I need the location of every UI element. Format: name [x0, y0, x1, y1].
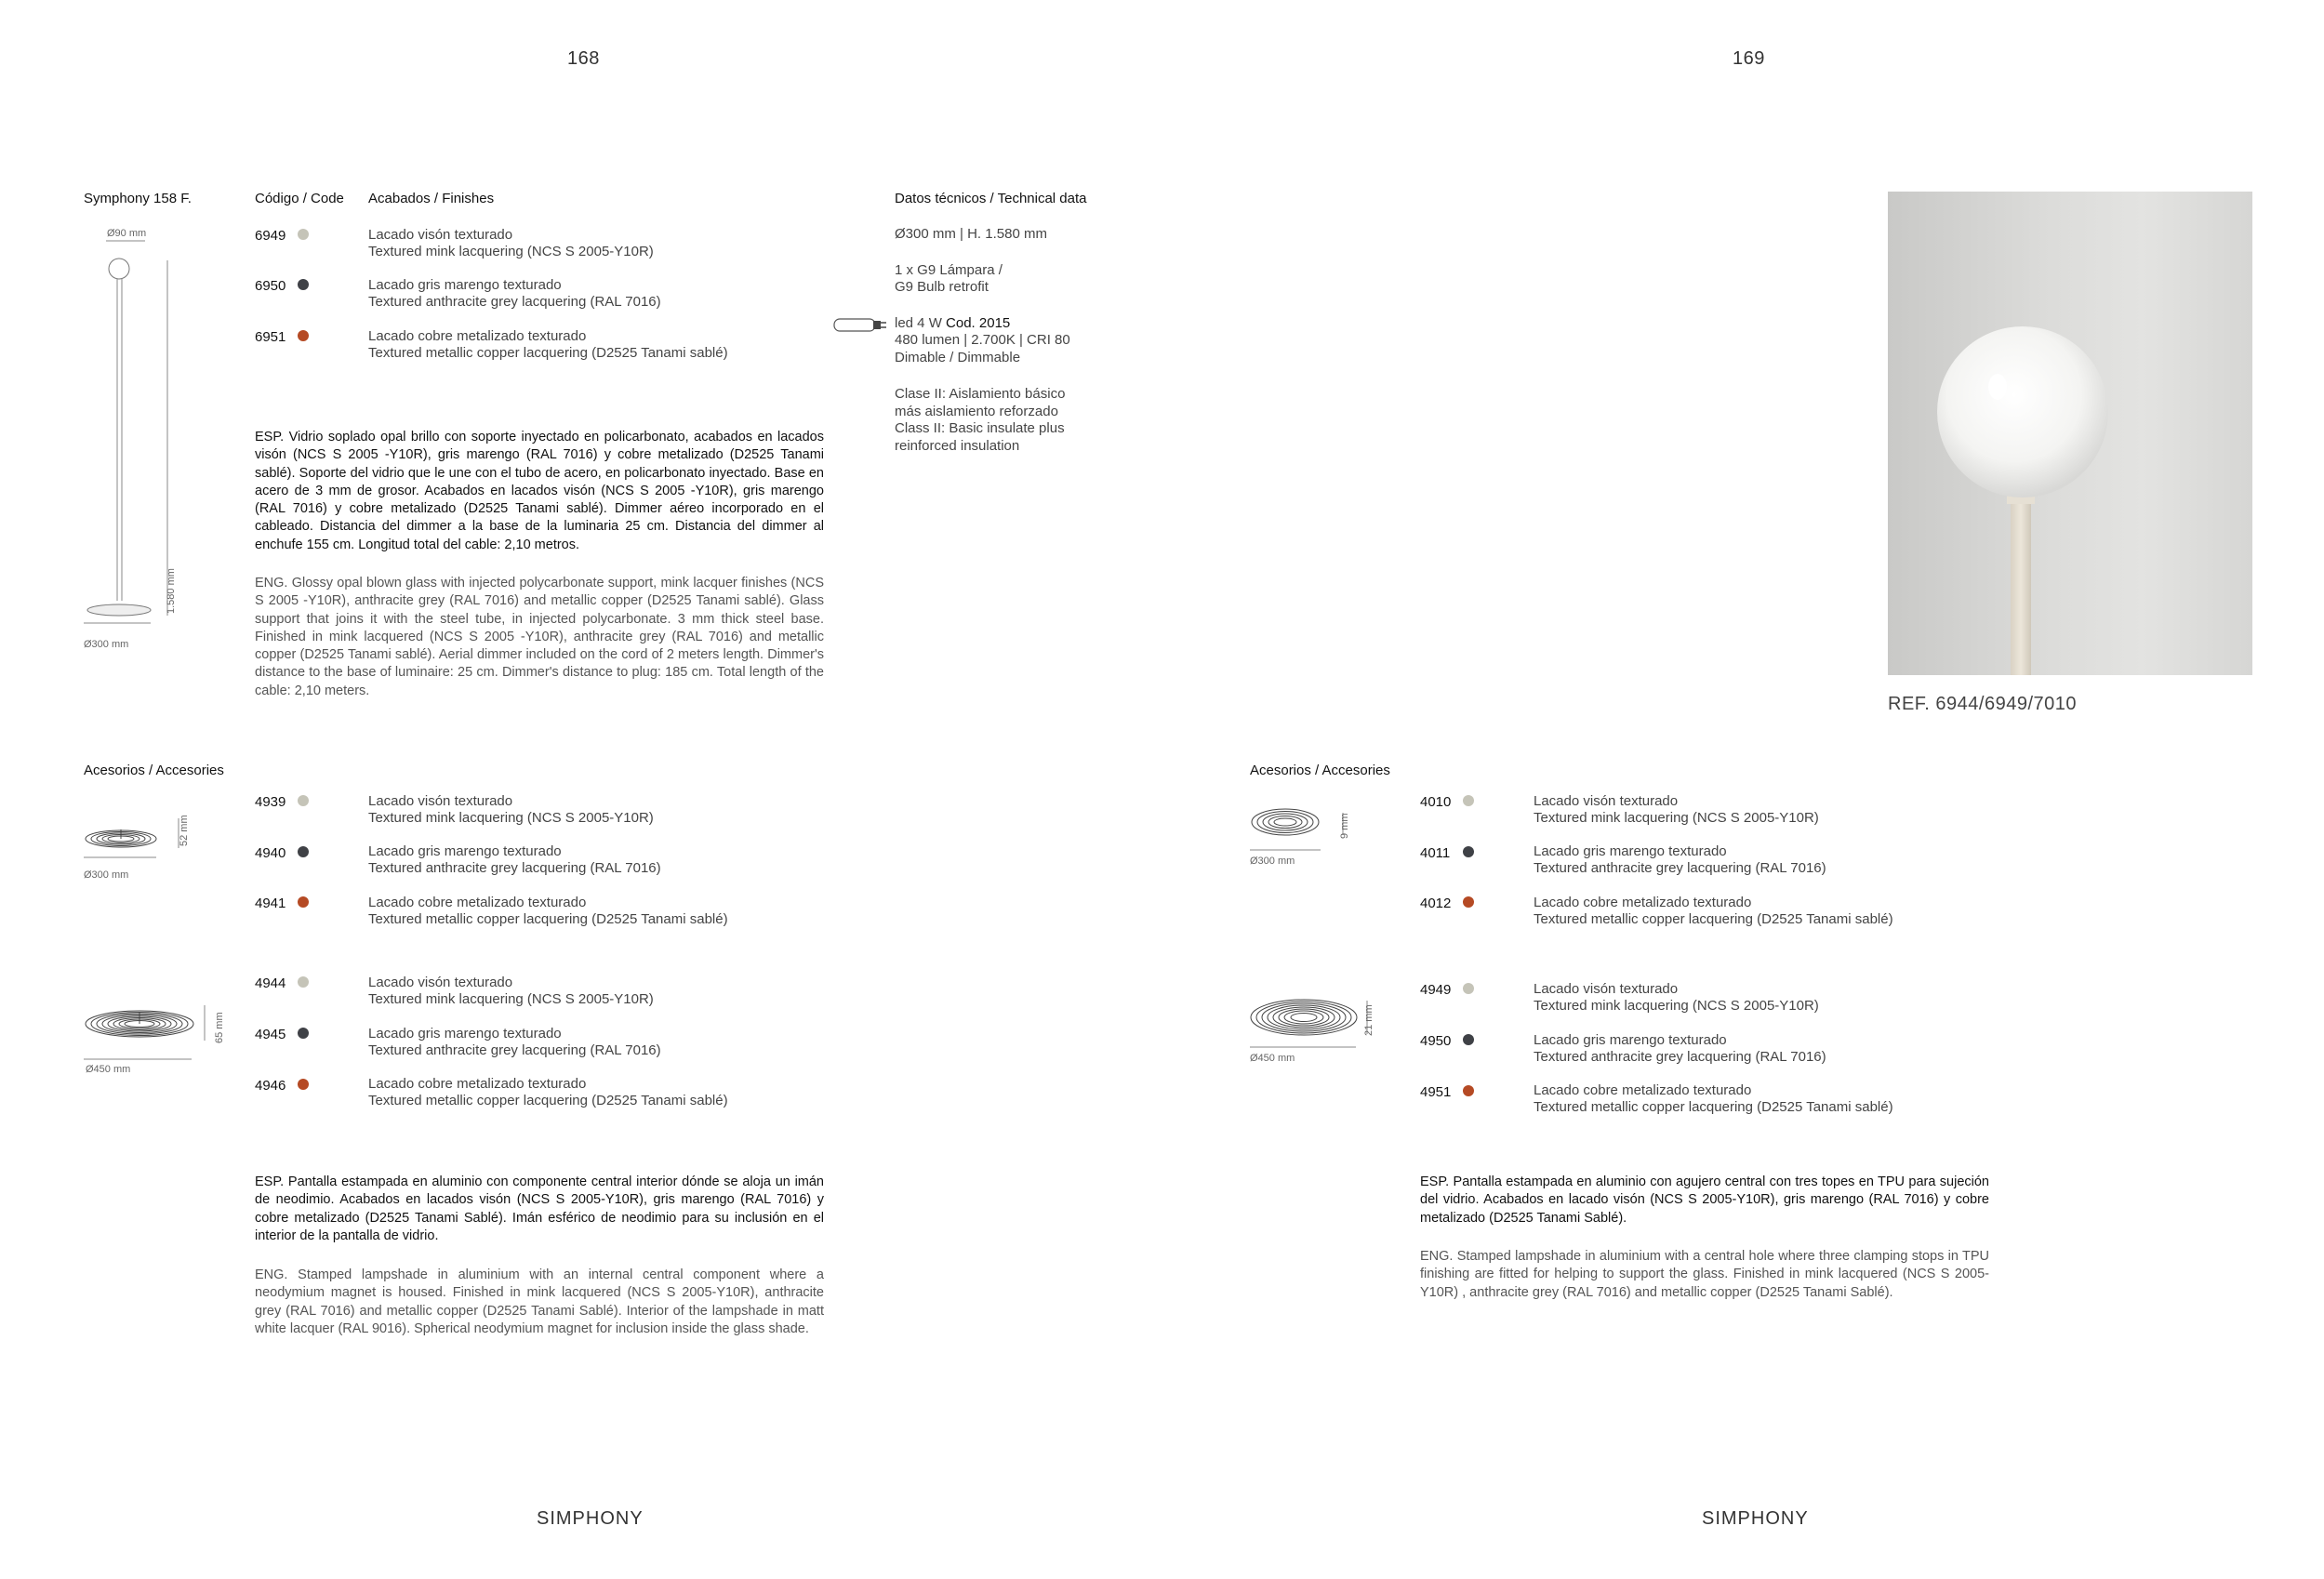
shade-drawing-large [1248, 995, 1378, 1060]
swatch-mink [1463, 795, 1474, 806]
swatch-grey [1463, 846, 1474, 857]
finish-en: Textured mink lacquering (NCS S 2005-Y10R) [1534, 810, 1819, 826]
page-number-left: 168 [567, 48, 600, 69]
photo-reference: REF. 6944/6949/7010 [1888, 694, 2077, 714]
tech-led-power: led 4 W [895, 315, 947, 331]
acc-dim-width: Ø300 mm [1250, 856, 1295, 867]
finish-en: Textured metallic copper lacquering (D2525 Tanami sablé) [368, 1093, 728, 1108]
finish-en: Textured anthracite grey lacquering (RAL 7016) [1534, 860, 1826, 876]
accessory-description-es-left: ESP. Pantalla estampada en aluminio con componente central interior dónde se aloja un imán de neodimio. Acabados en lacados visón (NCS S 2005-Y10R), gris marengo (RAL 7016) y cobre metalizado (D2525 Tanami Sablé). Imán esférico de neodimio para su inclusión en el interior de la pantalla de vidrio. [255, 1174, 824, 1243]
finish-es: Lacado gris marengo texturado [368, 277, 562, 293]
tech-class-4: reinforced insulation [895, 438, 1020, 454]
finish-en: Textured metallic copper lacquering (D2525 Tanami sablé) [1534, 1099, 1893, 1115]
finish-es: Lacado cobre metalizado texturado [368, 328, 587, 344]
product-name: Symphony 158 F. [84, 191, 192, 206]
tech-dimmable: Dimable / Dimmable [895, 350, 1021, 365]
tech-lamp-2: G9 Bulb retrofit [895, 279, 989, 295]
accessory-code: 4945 [255, 1027, 286, 1042]
finish-en: Textured metallic copper lacquering (D2525 Tanami sablé) [368, 911, 728, 927]
finish-es: Lacado gris marengo texturado [1534, 843, 1727, 859]
finish-es: Lacado visón texturado [368, 975, 513, 990]
tech-led [895, 315, 1010, 333]
acc-dim-width: Ø450 mm [86, 1064, 131, 1075]
finish-en: Textured mink lacquering (NCS S 2005-Y10R) [368, 991, 654, 1007]
swatch-copper [298, 896, 309, 908]
swatch-copper [298, 330, 309, 341]
footer-left: SIMPHONY [537, 1508, 644, 1529]
finish-en: Textured anthracite grey lacquering (RAL 7016) [1534, 1049, 1826, 1065]
finish-header: Acabados / Finishes [368, 191, 495, 206]
tech-dimensions: Ø300 mm | H. 1.580 mm [895, 226, 1047, 242]
finish-en: Textured anthracite grey lacquering (RAL 7016) [368, 1042, 661, 1058]
acc-dim-width: Ø450 mm [1250, 1053, 1295, 1064]
finish-en: Textured metallic copper lacquering (D2525 Tanami sablé) [368, 345, 728, 361]
accessory-description-en-left: ENG. Stamped lampshade in aluminium with an internal central component where a neodymium magnet is housed. Finished in mink lacquered (NCS S 2005-Y10R), anthracite grey (RAL 7016) and metallic copper (D2525 Tanami Sablé). Interior of the lampshade in matt white lacquer (RAL 9016). Spherical neodymium magnet for inclusion inside the glass shade. [255, 1267, 824, 1336]
swatch-grey [298, 846, 309, 857]
acc-dim-height: 9 mm [1339, 813, 1350, 839]
finish-es: Lacado cobre metalizado texturado [368, 895, 587, 910]
accessory-code: 4944 [255, 975, 286, 991]
accessory-code: 4950 [1420, 1033, 1452, 1049]
accessory-code: 4951 [1420, 1084, 1452, 1100]
swatch-copper [1463, 896, 1474, 908]
floor-lamp-drawing [74, 240, 205, 630]
tech-lumen: 480 lumen | 2.700K | CRI 80 [895, 332, 1070, 348]
finish-es: Lacado gris marengo texturado [1534, 1032, 1727, 1048]
finish-en: Textured mink lacquering (NCS S 2005-Y10R) [1534, 998, 1819, 1014]
page-number-right: 169 [1733, 48, 1765, 69]
accessory-description-es-right: ESP. Pantalla estampada en aluminio con agujero central con tres topes en TPU para sujeción del vidrio. Acabados en lacado visón (NCS S 2005-Y10R), gris marengo (RAL 7016) y cobre metalizado (D2525 Tanami Sablé). [1420, 1174, 1989, 1226]
acc-dim-height: 65 mm [214, 1012, 225, 1043]
tech-class-1: Clase II: Aislamiento básico [895, 386, 1066, 402]
bulb-icon [832, 316, 888, 335]
tech-led-code: Cod. 2015 [946, 315, 1011, 331]
tech-lamp-1: 1 x G9 Lámpara / [895, 262, 1003, 278]
swatch-mink [1463, 983, 1474, 994]
swatch-grey [298, 1028, 309, 1039]
finish-en: Textured anthracite grey lacquering (RAL 7016) [368, 860, 661, 876]
accessory-code: 4940 [255, 845, 286, 861]
acc-dim-width: Ø300 mm [84, 869, 129, 881]
lamp-photo-illustration [1888, 192, 2252, 675]
swatch-mink [298, 795, 309, 806]
swatch-copper [298, 1079, 309, 1090]
swatch-mink [298, 229, 309, 240]
accessory-code: 4939 [255, 794, 286, 810]
product-code: 6949 [255, 228, 286, 244]
accessory-code: 4941 [255, 896, 286, 911]
swatch-grey [298, 279, 309, 290]
tech-title: Datos técnicos / Technical data [895, 191, 1087, 206]
finish-es: Lacado visón texturado [368, 793, 513, 809]
finish-en: Textured mink lacquering (NCS S 2005-Y10R) [368, 810, 654, 826]
swatch-grey [1463, 1034, 1474, 1045]
accessory-code: 4011 [1420, 845, 1451, 861]
finish-es: Lacado visón texturado [368, 227, 513, 243]
tech-class-3: Class II: Basic insulate plus [895, 420, 1065, 436]
finish-es: Lacado gris marengo texturado [368, 1026, 562, 1042]
finish-es: Lacado gris marengo texturado [368, 843, 562, 859]
accessory-code: 4010 [1420, 794, 1452, 810]
accessory-code: 4946 [255, 1078, 286, 1094]
finish-es: Lacado cobre metalizado texturado [1534, 1082, 1752, 1098]
swatch-copper [1463, 1085, 1474, 1096]
accessory-description-en-right: ENG. Stamped lampshade in aluminium with a central hole where three clamping stops in TPU finishing are fitted for helping to support the glass. Finished in mink lacquered (NCS S 2005-Y10R) , anthracite grey (RAL 7016) and metallic copper (D2525 Tanami Sablé). [1420, 1249, 1989, 1300]
footer-right: SIMPHONY [1702, 1508, 1809, 1529]
dim-top-label: Ø90 mm [107, 228, 147, 239]
finish-en: Textured anthracite grey lacquering (RAL 7016) [368, 294, 661, 310]
code-header: Código / Code [255, 191, 344, 206]
dim-height-label: 1.580 mm [166, 568, 177, 614]
tech-class-2: más aislamiento reforzado [895, 404, 1058, 419]
acc-dim-height: 21 mm [1363, 1004, 1374, 1036]
accessories-title-right: Acesorios / Accesories [1250, 763, 1390, 778]
product-photo [1888, 192, 2252, 675]
accessory-code: 4012 [1420, 896, 1452, 911]
product-description-es: ESP. Vidrio soplado opal brillo con soporte inyectado en policarbonato, acabados en lacados visón (NCS S 2005 -Y10R), gris marengo (RAL 7016) y cobre metalizado (D2525 Tanami sablé). Soporte del vidrio que le une con el tubo de acero, en policarbonato inyectado. Base en acero de 3 mm de grosor. Acabados en lacados visón (NCS S 2005 -Y10R), gris marengo (RAL 7016) y cobre metalizado (D2525 Tanami sablé). Dimmer aéreo incorporado en el cableado. Distancia del dimmer a la base de la luminaria 25 cm. Distancia del dimmer al enchufe 155 cm. Longitud total del cable: 2,10 metros. [255, 430, 824, 552]
finish-en: Textured mink lacquering (NCS S 2005-Y10R) [368, 244, 654, 259]
product-description-en: ENG. Glossy opal blown glass with injected polycarbonate support, mink lacquer finishes (NCS S 2005 -Y10R), anthracite grey (RAL 7016) and metallic copper (D2525 Tanami sablé). Glass support that joins it with the steel tube, in injected polycarbonate. 3 mm thick steel base. Finished in mink lacquered (NCS S 2005 -Y10R), anthracite grey (RAL 7016) and metallic copper (D2525 Tanami sablé). Aerial dimmer included on the cord of 2 meters length. Dimmer's distance to the base of luminaire: 25 cm. Dimmer's distance to plug: 185 cm. Total length of the cable: 2,10 meters. [255, 576, 824, 698]
accessories-title-left: Acesorios / Accesories [84, 763, 224, 778]
accessory-code: 4949 [1420, 982, 1452, 998]
finish-en: Textured metallic copper lacquering (D2525 Tanami sablé) [1534, 911, 1893, 927]
shade-drawing-small [82, 809, 193, 865]
swatch-mink [298, 976, 309, 988]
finish-es: Lacado cobre metalizado texturado [368, 1076, 587, 1092]
dim-base-label: Ø300 mm [84, 639, 129, 650]
shade-drawing-large [82, 1000, 212, 1065]
finish-es: Lacado cobre metalizado texturado [1534, 895, 1752, 910]
acc-dim-height: 52 mm [179, 815, 190, 846]
finish-es: Lacado visón texturado [1534, 981, 1679, 997]
product-code: 6950 [255, 278, 286, 294]
product-code: 6951 [255, 329, 286, 345]
finish-es: Lacado visón texturado [1534, 793, 1679, 809]
